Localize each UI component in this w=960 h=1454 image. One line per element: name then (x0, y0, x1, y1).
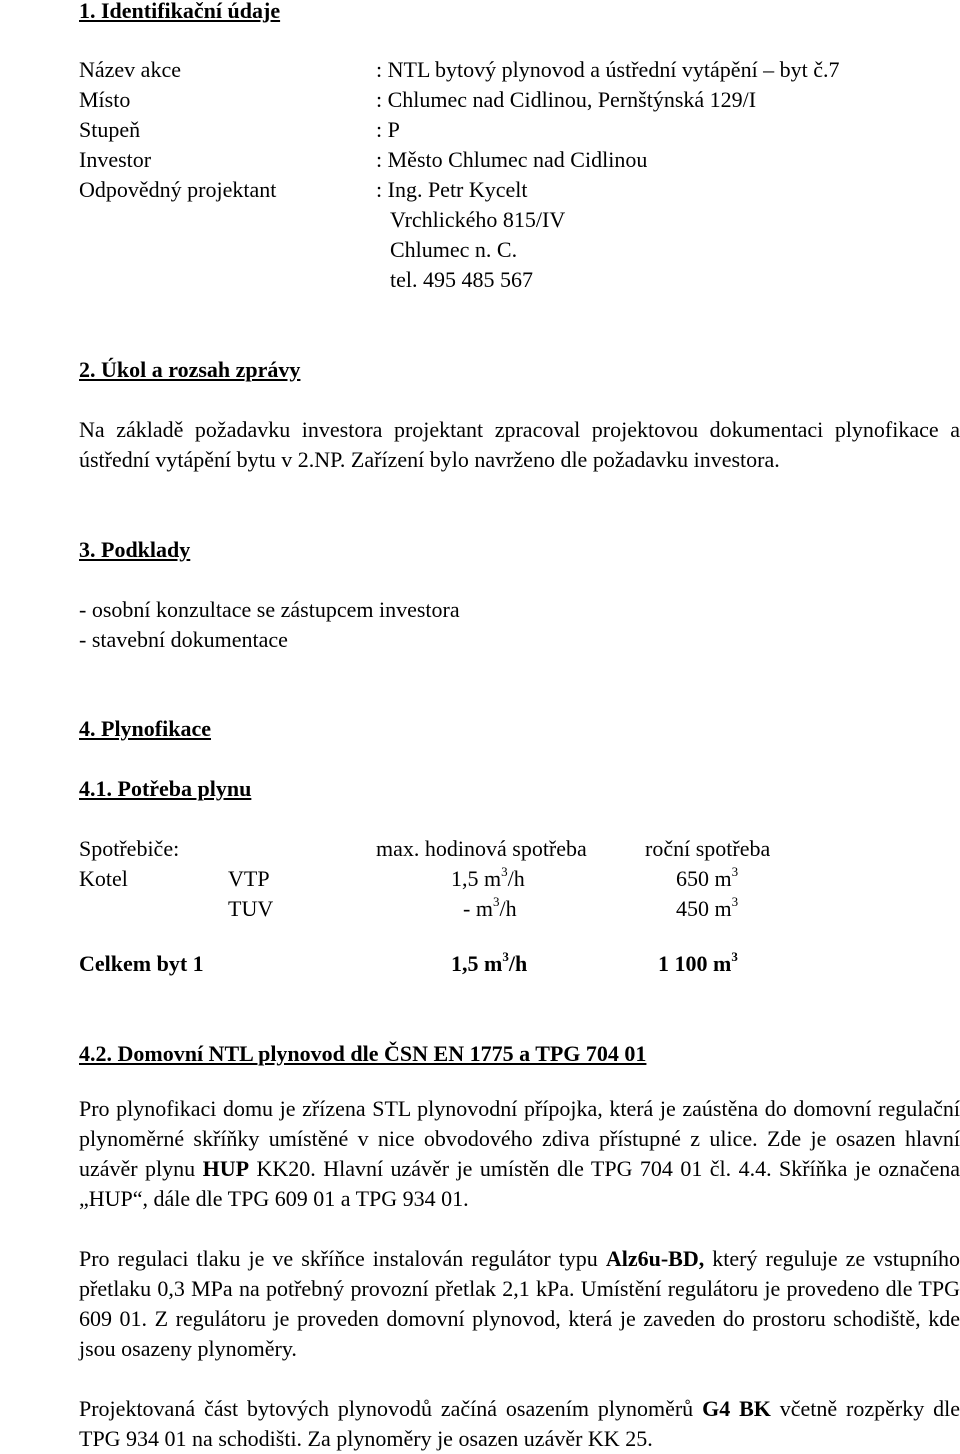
label-misto: Místo (79, 87, 131, 112)
plynomer-type: G4 BK (702, 1396, 771, 1421)
paragraph-plynomery: Projektovaná část bytových plynovodů začíná osazením plynoměrů G4 BK včetně rozpěrky dle TPG 934 01 na schodišti. Za plynoměry je osazen uzávěr KK 25. (79, 1396, 960, 1451)
section-4-title: 4. Plynofikace (79, 716, 211, 741)
table-kotel-label: Kotel (79, 866, 128, 891)
table-total-yearly: 1 100 $m^3$ (658, 948, 738, 976)
label-investor: Investor (79, 147, 152, 172)
section-2-paragraph (4, 415, 960, 475)
projektant-address-city: Chlumec n. C. (390, 237, 518, 262)
section-4-1-title: 4.1. Potřeba plynu (79, 776, 252, 801)
table-total-hourly: 1,5 $m^3/h$ (451, 948, 528, 976)
section-2-text: Na základě požadavku investora projektant zpracoval projektovou dokumentaci plynofikace a ústřední vytápění bytu v 2.NP. Zařízení bylo navrženo dle požadavku investora. (79, 417, 960, 472)
value-projektant: : Ing. Petr Kycelt (376, 177, 528, 202)
table-header-max-hodinova: max. hodinová spotřeba (376, 836, 587, 861)
hup-label: HUP (202, 1156, 250, 1181)
table-row-hourly: 1,5 $m^3/h$ (451, 863, 525, 891)
podklady-item: - stavební dokumentace (79, 627, 288, 652)
section-3-title: 3. Podklady (79, 537, 191, 562)
section-2-title: 2. Úkol a rozsah zprávy (79, 357, 301, 382)
value-investor: : Město Chlumec nad Cidlinou (376, 147, 648, 172)
projektant-phone: tel. 495 485 567 (390, 267, 533, 292)
regulator-type: Alz6u-BD, (605, 1246, 705, 1271)
table-row-yearly: 650 $m^3$ (676, 863, 739, 891)
table-header-spotrebice: Spotřebiče: (79, 836, 180, 861)
label-stupen: Stupeň (79, 117, 141, 142)
paragraph-regulator: Pro regulaci tlaku je ve skříňce instalován regulátor typu Alz6u-BD, který reguluje ze vstupního přetlaku 0,3 MPa na potřebný provozní přetlak 2,1 kPa. Umístění regulátoru je provedeno dle TPG 609 01. Z regulátoru je proveden domovní plynovod, která je zaveden do prostoru schodiště, kde jsou osazeny plynoměry. (79, 1246, 960, 1361)
table-row-type: VTP (228, 866, 270, 891)
value-stupen: : P (376, 117, 400, 142)
table-header-rocni: roční spotřeba (645, 836, 771, 861)
value-nazev-akce: : NTL bytový plynovod a ústřední vytápění – byt č.7 (376, 57, 840, 82)
table-row-hourly: - $m^3/h$ (463, 893, 517, 921)
section-1-title: 1. Identifikační údaje (79, 0, 281, 23)
table-row-yearly: 450 $m^3$ (676, 893, 739, 921)
podklady-item: - osobní konzultace se zástupcem investora (79, 597, 460, 622)
label-nazev-akce: Název akce (79, 57, 181, 82)
table-total-label: Celkem byt 1 (79, 951, 204, 976)
table-row-type: TUV (228, 896, 274, 921)
value-misto: : Chlumec nad Cidlinou, Pernštýnská 129/I (376, 87, 757, 112)
label-projektant: Odpovědný projektant (79, 177, 277, 202)
paragraph-hup: Pro plynofikaci domu je zřízena STL plynovodní přípojka, která je zaústěna do domovní regulační plynoměrné skříňky umístěné v nice obvodového zdiva přístupné z ulice. Zde je osazen hlavní uzávěr plynu HUP KK20. Hlavní uzávěr je umístěn dle TPG 704 01 čl. 4.4. Skříňka je označena „HUP“, dále dle TPG 609 01 a TPG 934 01. (79, 1096, 960, 1211)
projektant-address-street: Vrchlického 815/IV (390, 207, 566, 232)
section-4-2-title: 4.2. Domovní NTL plynovod dle ČSN EN 1775 a TPG 704 01 (79, 1041, 647, 1066)
